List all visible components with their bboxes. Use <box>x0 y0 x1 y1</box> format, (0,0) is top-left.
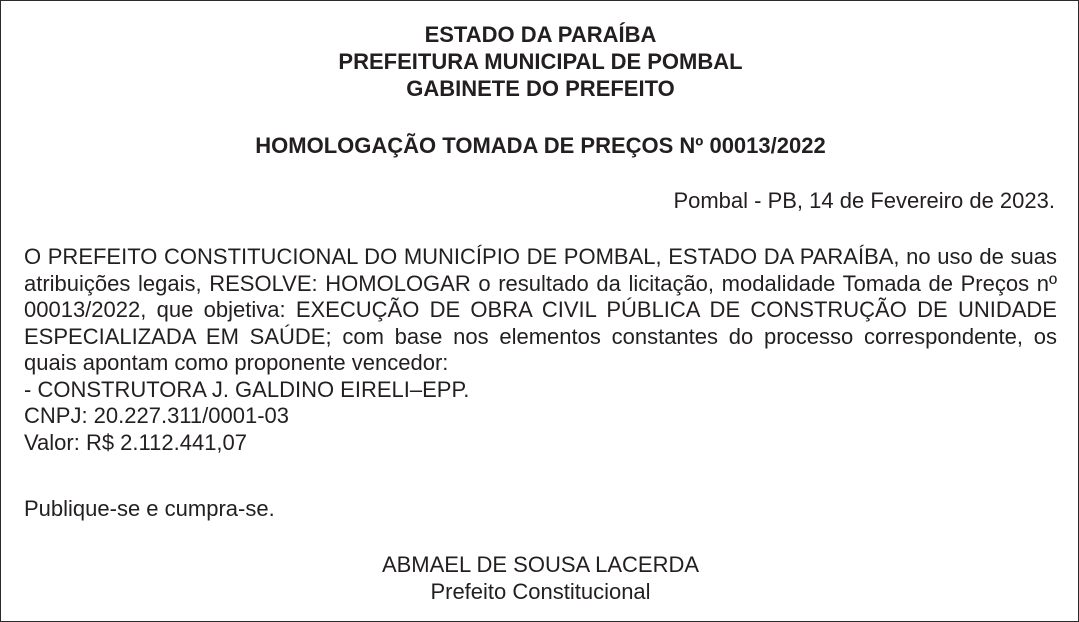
document-body <box>24 244 1057 456</box>
resolution-paragraph: O PREFEITO CONSTITUCIONAL DO MUNICÍPIO DE POMBAL, ESTADO DA PARAÍBA, no uso de suas atribuições legais, RESOLVE: HOMOLOGAR o resultado da licitação, modalidade Tomada de Preços nº 00013/2022, que objetiva: EXECUÇÃO DE OBRA CIVIL PÚBLICA DE CONSTRUÇÃO DE UNIDADE ESPECIALIZADA EM SAÚDE; com base nos elementos constantes do processo correspondente, os quais apontam como proponente vencedor: <box>24 244 1057 375</box>
header-state: ESTADO DA PARAÍBA <box>424 22 657 47</box>
closing-line: Publique-se e cumpra-se. <box>24 496 275 521</box>
document-header <box>1 21 1079 102</box>
signatory-role: Prefeito Constitucional <box>430 579 651 604</box>
value-line: Valor: R$ 2.112.441,07 <box>24 429 248 455</box>
document-title: HOMOLOGAÇÃO TOMADA DE PREÇOS Nº 00013/2022 <box>255 133 826 158</box>
cnpj-line: CNPJ: 20.227.311/0001-03 <box>24 403 289 428</box>
signatory-name: ABMAEL DE SOUSA LACERDA <box>381 552 700 577</box>
header-office: GABINETE DO PREFEITO <box>406 76 675 101</box>
header-municipality: PREFEITURA MUNICIPAL DE POMBAL <box>338 49 743 74</box>
signature-block <box>1 551 1079 605</box>
winner-line: - CONSTRUTORA J. GALDINO EIRELI–EPP. <box>24 376 470 402</box>
dateline: Pombal - PB, 14 de Fevereiro de 2023. <box>673 188 1055 213</box>
